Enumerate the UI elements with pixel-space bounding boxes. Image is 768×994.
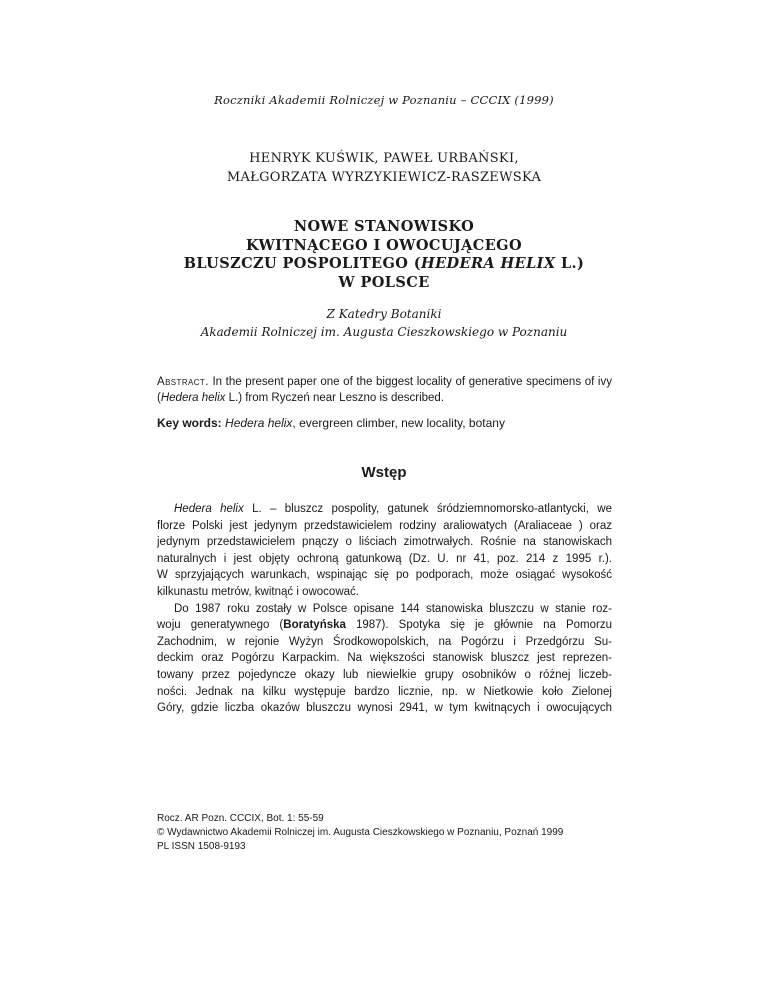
title-text: L.) <box>555 255 585 272</box>
title-line: KWITNĄCEGO I OWOCUJĄCEGO <box>246 236 522 254</box>
abstract-text: L.) from Ryczeń near Leszno is described. <box>225 392 445 404</box>
body-line: jedynym przedstawicielem pnączy o liściach zimotrwałych. Rośnie na stanowiskach <box>157 536 612 549</box>
keywords-label: Key words: <box>157 416 222 430</box>
body-text <box>157 501 612 717</box>
body-line: naturalnych i jest objęty ochroną gatunkową (Dz. U. nr 41, poz. 214 z 1995 r.). <box>157 552 612 565</box>
body-line: deckim oraz Pogórzu Karpackim. Na większości stanowisk bluszcz jest reprezen- <box>157 652 612 665</box>
title-line: W POLSCE <box>338 273 430 291</box>
author-line: MAŁGORZATA WYRZYKIEWICZ-RASZEWSKA <box>226 170 542 185</box>
abstract-text: In the present paper one of the biggest locality of generative specimens of ivy ( <box>157 376 612 404</box>
citation-author: Boratyńska <box>283 619 346 632</box>
title-text: BLUSZCZU POSPOLITEGO ( <box>183 255 421 272</box>
affiliation-line: Akademii Rolniczej im. Augusta Cieszkowskiego w Poznaniu <box>200 325 568 339</box>
body-text-span: 1987). Spotyka się je głównie na Pomorzu <box>345 619 613 632</box>
running-head: Roczniki Akademii Rolniczej w Poznaniu – CCCIX (1999) <box>214 93 554 107</box>
abstract-species: Hedera helix <box>160 392 226 404</box>
footer-line: PL ISSN 1508-9193 <box>157 841 246 852</box>
section-heading: Wstęp <box>361 464 407 481</box>
abstract-label: Abstract. <box>157 376 209 388</box>
body-line: ności. Jednak na kilku występuje bardzo licznie, np. w Nietkowie koło Zielonej <box>157 685 612 698</box>
body-line: Góry, gdzie liczba okazów bluszczu wynosi 2941, w tym kwitnących i owocujących <box>157 702 612 715</box>
body-line <box>157 501 612 518</box>
publication-footer <box>157 812 637 854</box>
footer-line: © Wydawnictwo Akademii Rolniczej im. Augusta Cieszkowskiego w Poznaniu, Poznań 1999 <box>157 827 564 838</box>
abstract <box>157 374 612 406</box>
body-line: towany przez pojedyncze okazy lub niewielkie grupy osobników o różnej liczeb- <box>157 668 612 681</box>
body-line: kilkunastu metrów, kwitnąć i owocować. <box>157 585 359 598</box>
body-line <box>157 617 612 634</box>
footer-line: Rocz. AR Pozn. CCCIX, Bot. 1: 55-59 <box>157 813 324 824</box>
author-list <box>0 149 768 187</box>
body-text-span: L. – bluszcz pospolity, gatunek śródziemnomorsko-atlantycki, we <box>243 503 612 515</box>
body-line: Zachodnim, w rejonie Wyżyn Środkowopolskich, na Pogórzu i Przedgórzu Su- <box>157 635 612 648</box>
title-species: HEDERA HELIX <box>420 255 556 272</box>
title-line: NOWE STANOWISKO <box>293 218 475 235</box>
keywords <box>157 416 612 430</box>
body-species: Hedera helix <box>174 503 244 515</box>
keywords-rest: , evergreen climber, new locality, botany <box>292 416 505 430</box>
title-line <box>0 255 768 274</box>
body-line: Do 1987 roku zostały w Polsce opisane 144 stanowiska bluszczu w stanie roz- <box>174 602 612 615</box>
paper-title <box>0 218 768 292</box>
body-line: W sprzyjających warunkach, wspinając się po podporach, może osiągać wysokość <box>157 569 612 582</box>
author-line: HENRYK KUŚWIK, PAWEŁ URBAŃSKI, <box>249 151 519 166</box>
body-text-span: woju generatywnego ( <box>157 619 284 632</box>
affiliation <box>0 305 768 341</box>
affiliation-line: Z Katedry Botaniki <box>326 307 442 321</box>
keywords-species: Hedera helix <box>225 416 293 430</box>
body-line: florze Polski jest jedynym przedstawicielem rodziny araliowatych (Araliaceae ) oraz <box>157 519 612 532</box>
